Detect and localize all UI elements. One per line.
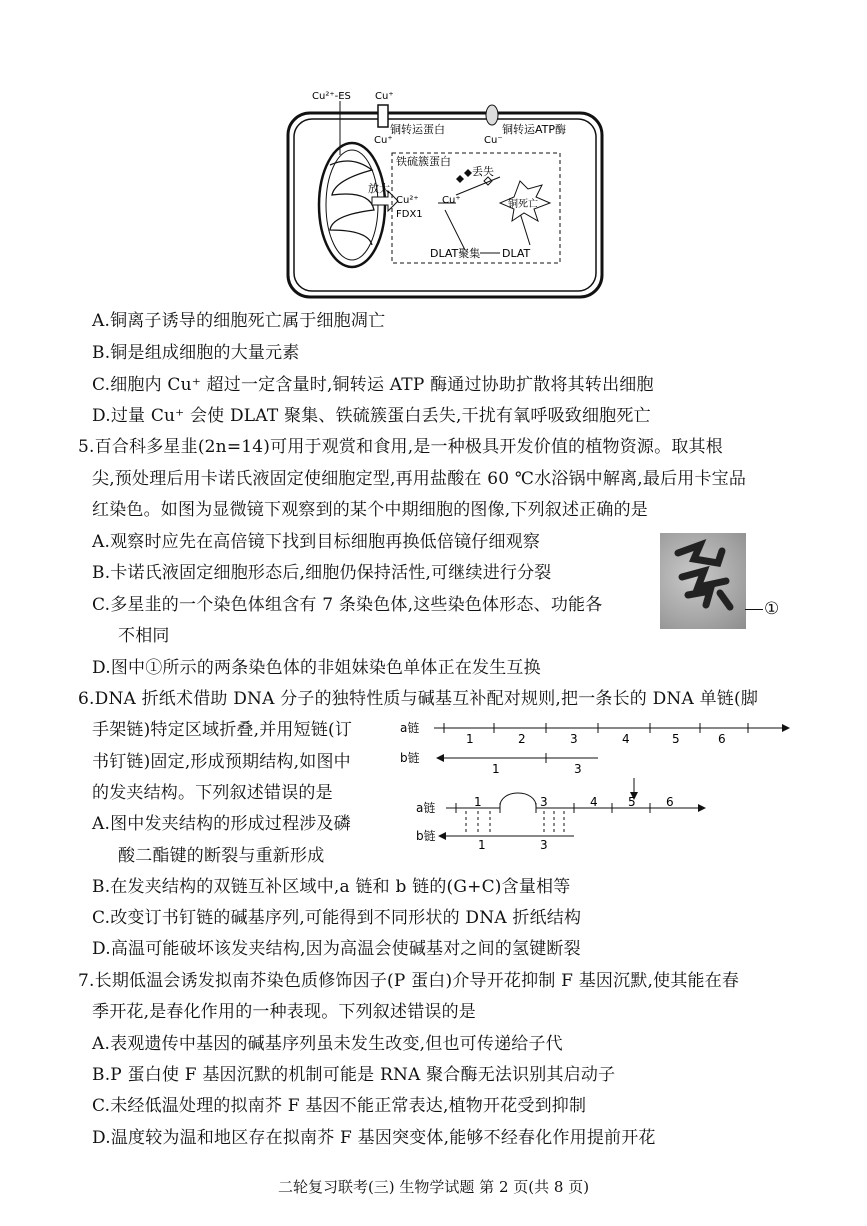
q5-option-a: A.观察时应先在高倍镜下找到目标细胞再换低倍镜仔细观察 (92, 532, 541, 552)
cu-in-label: Cu⁺ (374, 135, 393, 146)
transport-protein-label: 铜转运蛋白 (390, 123, 445, 136)
a-seg-3: 3 (570, 732, 578, 746)
q4-option-c: C.细胞内 Cu⁺ 超过一定含量时,铜转运 ATP 酶通过协助扩散将其转出细胞 (92, 375, 654, 395)
dlat-agg-label: DLAT聚集 (430, 247, 481, 260)
b-chain-label: b链 (400, 751, 420, 765)
a2-seg-6: 6 (666, 795, 674, 809)
q6-stem-4: 的发夹结构。下列叙述错误的是 (92, 783, 333, 803)
q5-stem-1: 5.百合科多星韭(2n=14)可用于观赏和食用,是一种极具开发价值的植物资源。取其根 (78, 437, 723, 457)
a2-seg-4: 4 (590, 795, 598, 809)
dna-origami-diagram (398, 716, 790, 856)
q7-option-d: D.温度较为温和地区存在拟南芥 F 基因突变体,能够不经春化作用提前开花 (92, 1128, 656, 1148)
q5-option-c-cont: 不相同 (118, 626, 170, 646)
micrograph-image (660, 533, 746, 629)
dlat-label: DLAT (502, 247, 531, 260)
b-seg-1: 1 (492, 762, 500, 776)
a-seg-6: 6 (718, 732, 726, 746)
loss-label: 丢失 (472, 165, 494, 178)
b-seg-3: 3 (574, 762, 582, 776)
a2-chain-label: a链 (416, 801, 436, 815)
a-seg-1: 1 (466, 732, 474, 746)
cu-es-label: Cu²⁺-ES (312, 91, 351, 102)
a-seg-5: 5 (672, 732, 680, 746)
q6-option-c: C.改变订书钉链的碱基序列,可能得到不同形状的 DNA 折纸结构 (92, 908, 582, 928)
b2-seg-1: 1 (478, 838, 486, 852)
fdx1-label: FDX1 (396, 209, 423, 220)
q6-stem-2: 手架链)特定区域折叠,并用短链(订 (92, 720, 353, 740)
b2-chain-label: b链 (416, 829, 436, 843)
enlarge-label: 放大 (368, 182, 390, 195)
a2-seg-3: 3 (540, 795, 548, 809)
q7-stem-1: 7.长期低温会诱发拟南芥染色质修饰因子(P 蛋白)介导开花抑制 F 基因沉默,使其能在春 (78, 971, 740, 991)
cu-death-label: 铜死亡 (508, 199, 538, 210)
a2-seg-5: 5 (628, 795, 636, 809)
atpase-label: 铜转运ATP酶 (502, 123, 567, 136)
q7-option-b: B.P 蛋白使 F 基因沉默的机制可能是 RNA 聚合酶无法识别其启动子 (92, 1065, 616, 1085)
atpase-shape (486, 105, 498, 125)
b2-seg-3: 3 (540, 838, 548, 852)
q5-option-c: C.多星韭的一个染色体组含有 7 条染色体,这些染色体形态、功能各 (92, 595, 603, 615)
a2-seg-1: 1 (474, 795, 482, 809)
q4-option-b: B.铜是组成细胞的大量元素 (92, 343, 300, 363)
q7-option-c: C.未经低温处理的拟南芥 F 基因不能正常表达,植物开花受到抑制 (92, 1096, 587, 1116)
q6-option-a: A.图中发夹结构的形成过程涉及磷 (92, 814, 351, 834)
page-footer: 二轮复习联考(三) 生物学试题 第 2 页(共 8 页) (277, 1178, 590, 1196)
marker-line (745, 609, 763, 610)
q5-stem-3: 红染色。如图为显微镜下观察到的某个中期细胞的图像,下列叙述正确的是 (92, 500, 649, 520)
cu-top-label: Cu⁺ (375, 91, 394, 102)
cu-out-label: Cu⁻ (484, 135, 503, 146)
q6-option-d: D.高温可能破坏该发夹结构,因为高温会使碱基对之间的氢键断裂 (92, 939, 581, 959)
q6-option-b: B.在发夹结构的双链互补区域中,a 链和 b 链的(G+C)含量相等 (92, 877, 571, 897)
copper-death-cell-diagram (280, 85, 610, 300)
cu2-label: Cu²⁺ (396, 195, 419, 206)
fes-protein-label: 铁硫簇蛋白 (396, 155, 451, 168)
q5-stem-2: 尖,预处理后用卡诺氏液固定使细胞定型,再用盐酸在 60 ℃水浴锅中解离,最后用卡宝品 (92, 469, 747, 489)
a-chain-label: a链 (400, 721, 420, 735)
q4-option-d: D.过量 Cu⁺ 会使 DLAT 聚集、铁硫簇蛋白丢失,干扰有氧呼吸致细胞死亡 (92, 406, 651, 426)
cu-plus-label: Cu⁺ (442, 195, 461, 206)
q6-stem-3: 书钉链)固定,形成预期结构,如图中 (92, 752, 351, 772)
marker-1-label: ① (764, 599, 780, 619)
q6-stem-1: 6.DNA 折纸术借助 DNA 分子的独特性质与碱基互补配对规则,把一条长的 DNA 单链(脚 (78, 689, 759, 709)
q6-option-a-cont: 酸二酯键的断裂与重新形成 (118, 846, 325, 866)
a-seg-2: 2 (518, 732, 526, 746)
q7-option-a: A.表观遗传中基因的碱基序列虽未发生改变,但也可传递给子代 (92, 1034, 563, 1054)
q5-option-b: B.卡诺氏液固定细胞形态后,细胞仍保持活性,可继续进行分裂 (92, 563, 552, 583)
q5-option-d: D.图中①所示的两条染色体的非姐妹染色单体正在发生互换 (92, 658, 541, 678)
a-seg-4: 4 (622, 732, 630, 746)
q7-stem-2: 季开花,是春化作用的一种表现。下列叙述错误的是 (92, 1002, 477, 1022)
q4-option-a: A.铜离子诱导的细胞死亡属于细胞凋亡 (92, 311, 386, 331)
